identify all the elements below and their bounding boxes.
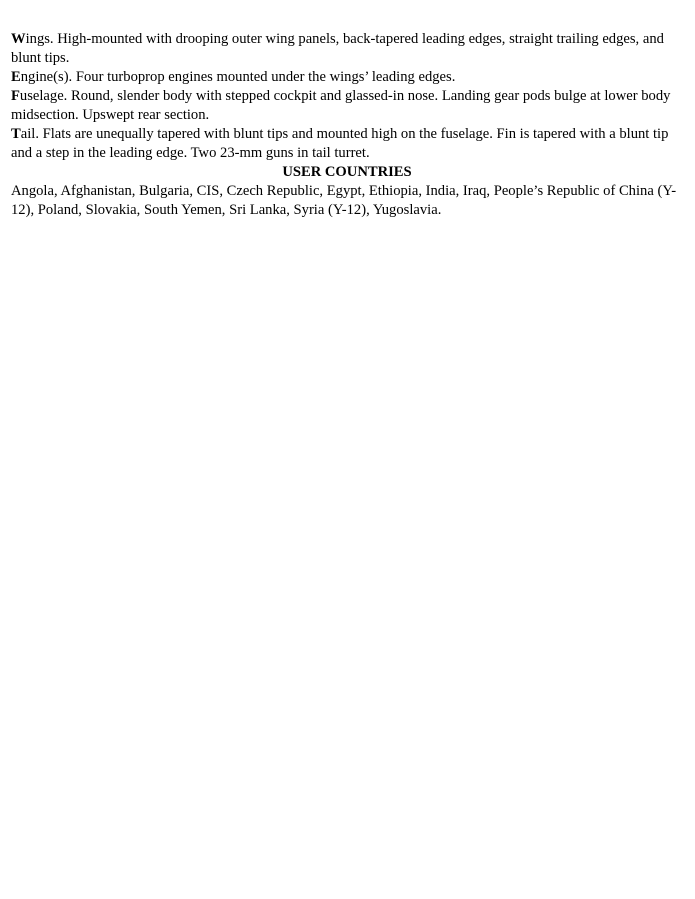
feature-fuselage	[11, 87, 683, 125]
feature-text: ngine(s). Four turboprop engines mounted under the wings’ leading edges.	[20, 69, 456, 85]
feature-text: ail. Flats are unequally tapered with blunt tips and mounted high on the fuselage. Fin is tapered with a blunt tip and a step in the leading edge. Two 23-mm guns in tail turret.	[11, 126, 669, 161]
user-countries-list: Angola, Afghanistan, Bulgaria, CIS, Czech Republic, Egypt, Ethiopia, India, Iraq, People’s Republic of China (Y-12), Poland, Slovakia, South Yemen, Sri Lanka, Syria (Y-12), Yugoslavia.	[11, 183, 677, 218]
feature-initial: T	[11, 126, 21, 142]
feature-initial: F	[11, 88, 20, 104]
feature-engines	[11, 68, 683, 87]
document-page	[11, 30, 683, 220]
feature-initial: W	[11, 31, 26, 47]
feature-text: ings. High-mounted with drooping outer wing panels, back-tapered leading edges, straight trailing edges, and blunt tips.	[11, 31, 664, 66]
user-countries-heading: USER COUNTRIES	[282, 164, 412, 180]
feature-text: uselage. Round, slender body with stepped cockpit and glassed-in nose. Landing gear pods bulge at lower body midsection. Upswept rear section.	[11, 88, 671, 123]
feature-initial: E	[11, 69, 21, 85]
feature-wings	[11, 30, 683, 68]
feature-tail	[11, 125, 683, 163]
